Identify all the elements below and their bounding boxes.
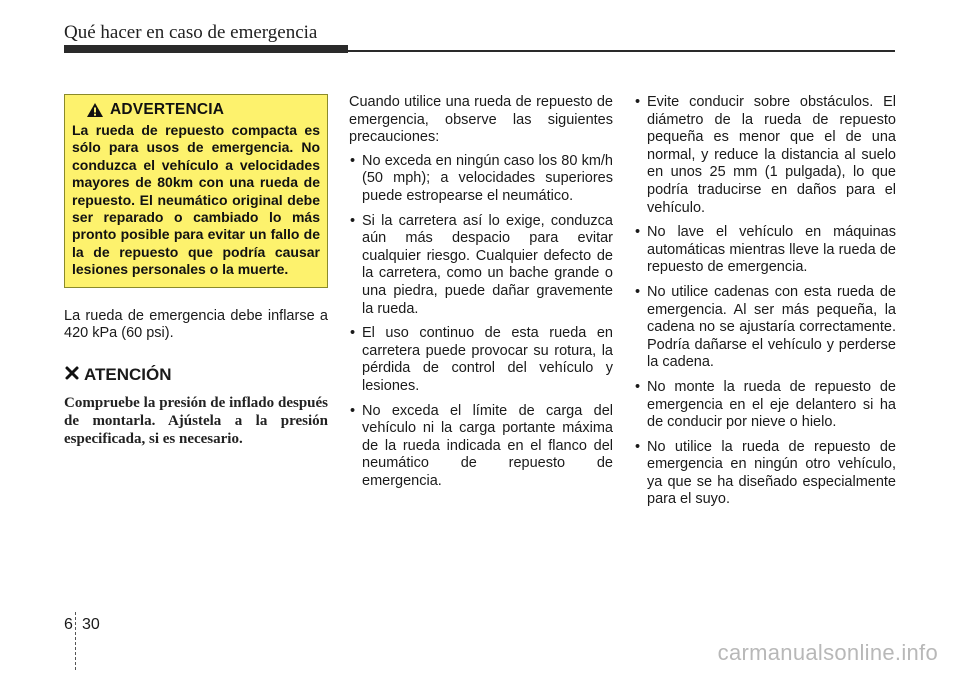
list-item: • El uso continuo de esta rueda en carretera puede provocar su rotura, la pérdida de control del vehículo y lesiones. [349,325,613,395]
section-number: 6 [64,616,73,633]
header-rule-thin [348,50,895,52]
right-column [634,94,896,516]
list-item: • Si la carretera así lo exige, conduzca aún más despacio para evitar cualquier riesgo. Cualquier defecto de la carretera, como un bache grande o una piedra, puede dañar gravemente la rueda. [349,213,613,319]
list-item: • No utilice cadenas con esta rueda de emergencia. Al ser más pequeña, la cadena no se ajustaría correctamente. Podría dañarse el vehículo y perderse la cadena. [634,284,896,372]
warning-box [64,94,328,288]
list-item: • No lave el vehículo en máquinas automáticas mientras lleve la rueda de repuesto de emergencia. [634,224,896,277]
list-item: • No exceda el límite de carga del vehículo ni la carga portante máxima de la rueda indicada en el flanco del neumático de repuesto de emergencia. [349,403,613,491]
watermark: carmanualsonline.info [717,640,938,665]
page-number-divider [75,612,76,670]
warning-heading [86,101,320,119]
cross-star-icon [64,365,80,386]
page-header-title: Qué hacer en caso de emergencia [64,22,318,43]
left-column [64,94,328,448]
inflation-paragraph: La rueda de emergencia debe inflarse a 420 kPa (60 psi). [64,307,328,342]
warning-text: La rueda de repuesto compacta es sólo para usos de emergencia. No conduzca el vehículo a velocidades mayores de 80km con una rueda de repuesto. El neumático original debe ser reparado o cambiado lo más pronto posible para evitar un fallo de la de repuesto que podría causar lesiones personales o la muerte. [72,122,320,278]
list-item: • No monte la rueda de repuesto de emergencia en el eje delantero si ha de conducir por nieve o hielo. [634,379,896,432]
caution-heading [64,365,328,386]
list-item: • No exceda en ningún caso los 80 km/h (50 mph); a velocidades superiores puede estropearse el neumático. [349,153,613,206]
right-list [634,94,896,509]
caution-title: ATENCIÓN [84,365,172,385]
warning-triangle-icon [86,102,104,118]
middle-list [349,153,613,491]
list-item: • No utilice la rueda de repuesto de emergencia en ningún otro vehículo, ya que se ha diseñado especialmente para el suyo. [634,439,896,509]
list-item: • Evite conducir sobre obstáculos. El diámetro de la rueda de repuesto pequeña es menor que el de una normal, y reduce la distancia al suelo en unos 25 mm (1 pulgada), lo que podría traducirse en daños para el vehículo. [634,94,896,217]
page-number: 30 [82,616,100,633]
middle-column [349,94,613,497]
caution-text: Compruebe la presión de inflado después de montarla. Ajústela a la presión especificada, si es necesario. [64,394,328,447]
warning-title: ADVERTENCIA [110,101,225,118]
middle-intro: Cuando utilice una rueda de repuesto de emergencia, observe las siguientes precauciones: [349,94,613,146]
header-rule-thick [64,45,348,53]
